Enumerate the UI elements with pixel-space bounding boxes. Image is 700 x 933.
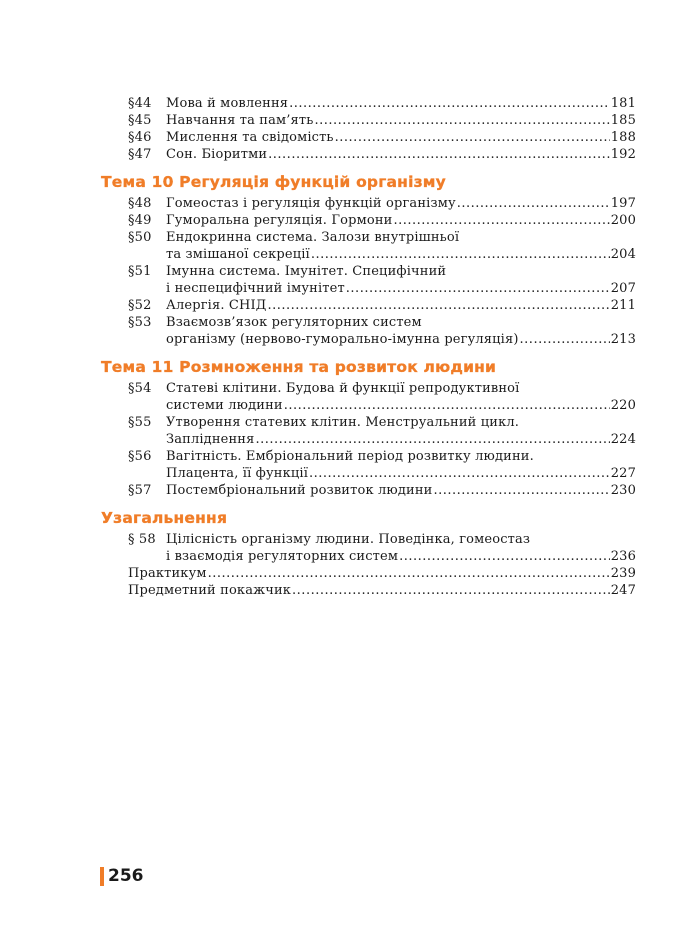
toc-entry[interactable] <box>128 565 636 582</box>
dot-leader <box>433 482 609 499</box>
toc-entry[interactable] <box>128 146 636 163</box>
entry-title-line: Цілісність організму людини. Поведінка, гомеостаз <box>166 532 531 547</box>
entry-page-number: 236 <box>610 549 636 564</box>
dot-leader <box>457 195 610 212</box>
toc-entry[interactable] <box>128 263 636 297</box>
toc-entry-text <box>166 146 636 163</box>
paragraph-number: §55 <box>128 415 152 430</box>
entry-title: Запліднення <box>166 432 255 447</box>
toc-entry-text <box>166 195 636 212</box>
entry-title: Предметний покажчик <box>128 583 292 598</box>
entry-page-number: 220 <box>610 398 636 413</box>
entry-page-number: 211 <box>610 298 636 313</box>
entry-leader-row <box>166 297 636 314</box>
entry-title: Гомеостаз і регуляція функцій організму <box>166 196 456 211</box>
toc-entry-text <box>166 297 636 314</box>
dot-leader <box>520 331 610 348</box>
toc-entry[interactable] <box>128 582 636 599</box>
entry-leader-row <box>166 246 636 263</box>
dot-leader <box>311 246 610 263</box>
entry-title: системи людини <box>166 398 283 413</box>
entry-page-number: 239 <box>610 566 636 581</box>
paragraph-number: §51 <box>128 264 152 279</box>
entry-title: Плацента, її функції <box>166 466 309 481</box>
entry-leader-row <box>166 280 636 297</box>
entry-title: і взаємодія регуляторних систем <box>166 549 399 564</box>
toc-entry[interactable] <box>128 448 636 482</box>
toc-entry[interactable] <box>128 482 636 499</box>
dot-leader <box>289 95 610 112</box>
toc-entry[interactable] <box>128 112 636 129</box>
entry-leader-row <box>166 431 636 448</box>
dot-leader <box>268 297 610 314</box>
dot-leader <box>314 112 609 129</box>
toc-entry-text <box>166 314 636 348</box>
toc-entry-text <box>166 414 636 448</box>
entry-page-number: 247 <box>610 583 636 598</box>
entry-leader-row <box>166 112 636 129</box>
entry-leader-row <box>166 129 636 146</box>
paragraph-number: §57 <box>128 483 152 498</box>
entry-leader-row <box>166 195 636 212</box>
entry-title-line: Статеві клітини. Будова й функції репродуктивної <box>166 381 520 396</box>
toc-entry-text <box>166 448 636 482</box>
entry-title: Алергія. СНІД <box>166 298 267 313</box>
toc-entry-text <box>166 229 636 263</box>
table-of-contents <box>101 95 636 599</box>
toc-entry[interactable] <box>128 297 636 314</box>
toc-entry-text <box>166 129 636 146</box>
entry-leader-row <box>166 95 636 112</box>
toc-entry[interactable] <box>128 531 636 565</box>
dot-leader <box>346 280 610 297</box>
dot-leader <box>393 212 609 229</box>
paragraph-number: §46 <box>128 130 152 145</box>
entry-leader-row <box>166 482 636 499</box>
paragraph-number: §50 <box>128 230 152 245</box>
toc-entry-text <box>166 212 636 229</box>
paragraph-number: §47 <box>128 147 152 162</box>
entry-title-line: Утворення статевих клітин. Менструальний цикл. <box>166 415 520 430</box>
toc-entry[interactable] <box>128 414 636 448</box>
toc-entry[interactable] <box>128 380 636 414</box>
entry-page-number: 204 <box>610 247 636 262</box>
toc-entry-text <box>166 531 636 565</box>
paragraph-number: §56 <box>128 449 152 464</box>
entry-page-number: 192 <box>610 147 636 162</box>
toc-entry-text <box>166 112 636 129</box>
toc-entry-text <box>128 582 636 599</box>
entry-page-number: 185 <box>610 113 636 128</box>
toc-entry-text <box>166 263 636 297</box>
dot-leader <box>309 465 610 482</box>
paragraph-number: §53 <box>128 315 152 330</box>
entry-leader-row <box>166 397 636 414</box>
entry-title: Мова й мовлення <box>166 96 289 111</box>
toc-entry[interactable] <box>128 195 636 212</box>
entry-title: організму (нервово-гуморально-імунна регуляція) <box>166 332 519 347</box>
entry-page-number: 200 <box>610 213 636 228</box>
dot-leader <box>335 129 610 146</box>
entry-page-number: 188 <box>610 130 636 145</box>
entry-title: Гуморальна регуляція. Гормони <box>166 213 393 228</box>
entry-page-number: 227 <box>610 466 636 481</box>
toc-entry-text <box>166 482 636 499</box>
page-footer <box>100 866 144 886</box>
entry-page-number: 230 <box>610 483 636 498</box>
dot-leader <box>268 146 610 163</box>
section-heading: Узагальнення <box>101 509 228 527</box>
entry-leader-row <box>166 331 636 348</box>
dot-leader <box>399 548 610 565</box>
dot-leader <box>208 565 610 582</box>
entry-title: Практикум <box>128 566 207 581</box>
paragraph-number: §49 <box>128 213 152 228</box>
toc-entry-text <box>166 380 636 414</box>
paragraph-number: §54 <box>128 381 152 396</box>
entry-leader-row <box>128 582 636 599</box>
entry-page-number: 213 <box>610 332 636 347</box>
toc-entry-text <box>166 95 636 112</box>
toc-entry[interactable] <box>128 95 636 112</box>
paragraph-number: §44 <box>128 96 152 111</box>
entry-title: Навчання та пам’ять <box>166 113 314 128</box>
entry-title: Сон. Біоритми <box>166 147 268 162</box>
dot-leader <box>292 582 610 599</box>
entry-page-number: 224 <box>610 432 636 447</box>
paragraph-number: § 58 <box>128 532 156 547</box>
paragraph-number: §52 <box>128 298 152 313</box>
entry-leader-row <box>166 146 636 163</box>
dot-leader <box>255 431 609 448</box>
entry-title-line: Імунна система. Імунітет. Специфічний <box>166 264 447 279</box>
entry-title-line: Ендокринна система. Залози внутрішньої <box>166 230 460 245</box>
toc-entry[interactable] <box>128 314 636 348</box>
paragraph-number: §45 <box>128 113 152 128</box>
entry-leader-row <box>166 548 636 565</box>
toc-entry[interactable] <box>128 129 636 146</box>
entry-title: Мислення та свідомість <box>166 130 334 145</box>
dot-leader <box>284 397 610 414</box>
toc-entry-text <box>128 565 636 582</box>
toc-entry[interactable] <box>128 212 636 229</box>
entry-page-number: 197 <box>610 196 636 211</box>
entry-title: Постембріональний розвиток людини <box>166 483 433 498</box>
entry-title: та змішаної секреції <box>166 247 310 262</box>
entry-page-number: 207 <box>610 281 636 296</box>
toc-entry[interactable] <box>128 229 636 263</box>
entry-page-number: 181 <box>610 96 636 111</box>
accent-bar <box>100 867 104 886</box>
entry-title-line: Взаємозв’язок регуляторних систем <box>166 315 422 330</box>
entry-leader-row <box>166 212 636 229</box>
entry-leader-row <box>166 465 636 482</box>
section-heading: Тема 11 Розмноження та розвиток людини <box>101 358 497 376</box>
entry-title: і неспецифічний імунітет <box>166 281 345 296</box>
entry-title-line: Вагітність. Ембріональний період розвитку людини. <box>166 449 534 464</box>
section-heading: Тема 10 Регуляція функцій організму <box>101 173 446 191</box>
entry-leader-row <box>128 565 636 582</box>
page-number: 256 <box>108 866 144 886</box>
paragraph-number: §48 <box>128 196 152 211</box>
